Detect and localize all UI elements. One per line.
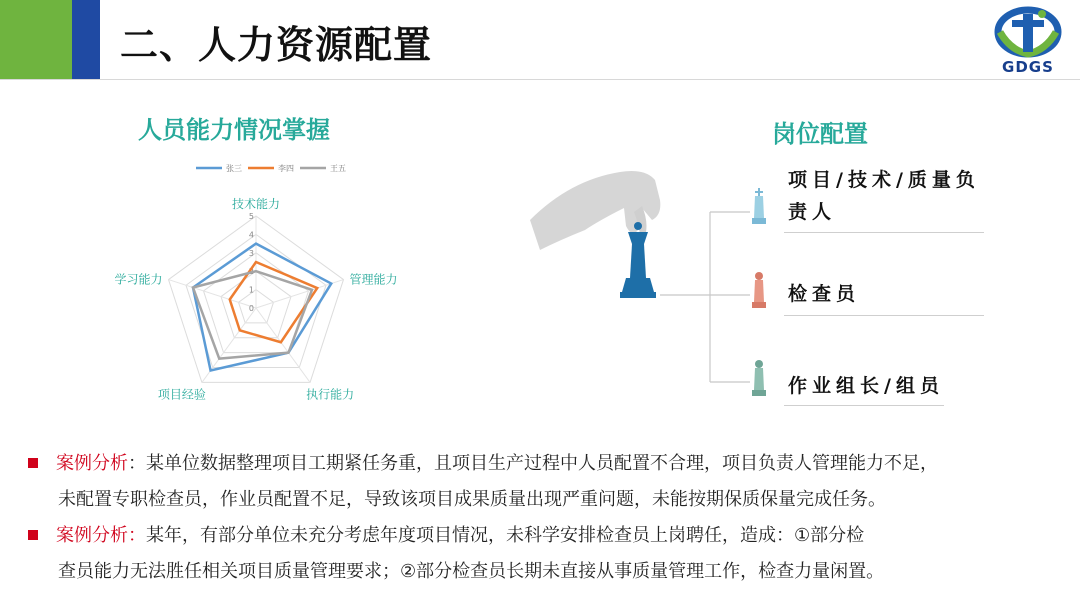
- bullet-icon: [28, 458, 38, 468]
- grid-spoke: [169, 280, 256, 308]
- page-title: 二、人力资源配置: [120, 23, 433, 67]
- axis-label: 执行能力: [306, 387, 355, 402]
- tick-label: 5: [248, 212, 254, 221]
- tick-label: 4: [248, 230, 254, 240]
- role-inspector-label: 检查员: [788, 283, 861, 305]
- role-project-lead-line1: 项目/技术/质量负: [788, 169, 980, 191]
- case-2-line1: [28, 518, 1068, 554]
- tick-label: 0: [248, 304, 254, 313]
- king-piece-icon: [752, 188, 766, 224]
- series-line: [193, 244, 331, 371]
- connector-lines: [660, 212, 750, 382]
- radar-chart: [100, 150, 420, 410]
- header-divider: [0, 79, 1080, 80]
- legend-label: 王五: [330, 164, 346, 173]
- case-paragraph-2: [28, 518, 1068, 590]
- legend-label: 李四: [278, 164, 294, 173]
- role-divider: [784, 232, 984, 233]
- case-text: 某年，有部分单位未充分考虑年度项目情况，未科学安排检查员上岗聘任，造成：①部分检: [146, 525, 865, 546]
- case-label: 案例分析: [56, 453, 128, 474]
- positions-title: 岗位配置: [772, 120, 868, 148]
- case-1-line2: 未配置专职检查员，作业员配置不足，导致该项目成果质量出现严重问题，未能按期保质保量完成任务。: [58, 489, 886, 510]
- case-1-line1: [28, 446, 1068, 482]
- role-team: [788, 370, 944, 402]
- tick-label: 1: [248, 285, 254, 295]
- logo-text: GDGS: [1002, 58, 1054, 76]
- queen-piece-icon: [620, 222, 656, 298]
- role-project-lead-line2: 责人: [788, 201, 837, 223]
- case-label: 案例分析：: [56, 525, 146, 546]
- knight-piece-icon: [752, 360, 766, 396]
- header: [0, 0, 1080, 80]
- case-label-sep: ：: [128, 453, 146, 474]
- case-paragraph-1: [28, 446, 1068, 518]
- gdgs-logo: [990, 6, 1066, 76]
- axis-label: 技术能力: [231, 197, 281, 211]
- role-project-lead: [788, 164, 980, 228]
- role-team-label: 作业组长/组员: [788, 375, 944, 397]
- role-inspector: [788, 278, 860, 310]
- header-green-bar: [0, 0, 72, 80]
- chart-title: 人员能力情况掌握: [138, 116, 330, 144]
- legend-label: 张三: [226, 164, 242, 173]
- pawn-piece-icon: [752, 272, 766, 308]
- role-divider: [784, 315, 984, 316]
- tick-label: 2: [248, 267, 254, 277]
- bullet-icon: [28, 530, 38, 540]
- axis-label: 项目经验: [157, 387, 206, 402]
- axis-label: 学习能力: [114, 272, 163, 287]
- logo-icon: [990, 6, 1066, 60]
- chess-illustration: [530, 160, 790, 420]
- role-divider: [784, 405, 944, 406]
- case-text: 某单位数据整理项目工期紧任务重，且项目生产过程中人员配置不合理，项目负责人管理能力不足，: [146, 453, 938, 474]
- header-blue-bar: [72, 0, 100, 80]
- case-2-line2: 查员能力无法胜任相关项目质量管理要求；②部分检查员长期未直接从事质量管理工作，检查力量闲置。: [58, 561, 885, 582]
- tick-label: 3: [248, 248, 254, 258]
- axis-label: 管理能力: [349, 272, 398, 287]
